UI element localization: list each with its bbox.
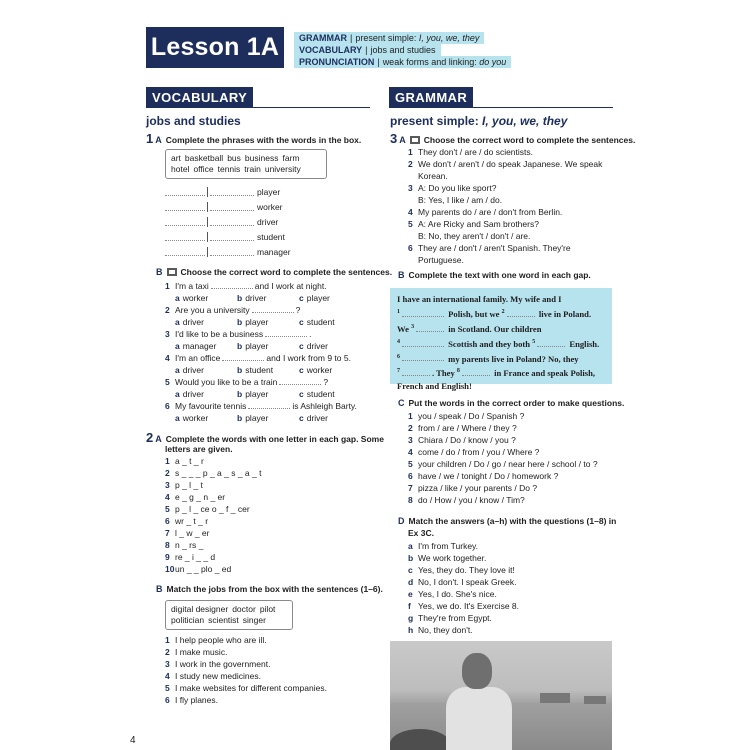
item-text: I fly planes. [175, 695, 218, 705]
sentence [175, 400, 357, 412]
divider [207, 202, 208, 212]
ex3d-list [408, 540, 519, 636]
options [165, 292, 361, 304]
list-item [408, 458, 598, 470]
list-item [408, 242, 602, 254]
option-c [299, 412, 361, 424]
ex2b-instruction: B Match the jobs from the box with the sentences (1–6). [156, 584, 383, 594]
sentence-end: and I work from 9 to 5. [266, 353, 351, 363]
item-text: A: Are Ricky and Sam brothers? [418, 219, 539, 229]
item-number: 3 [165, 480, 170, 490]
options [165, 316, 361, 328]
item-text: We don't / aren't / do speak Japanese. We speak [418, 159, 603, 169]
option-text: driver [306, 341, 328, 351]
phrase-row [165, 247, 291, 257]
sentence-start: I'm a taxi [175, 281, 209, 291]
list-item [165, 563, 261, 575]
list-item [408, 446, 598, 458]
item-text: A: Do you like sport? [418, 183, 497, 193]
option-b [237, 340, 299, 352]
list-item [408, 564, 519, 576]
item-text: from / are / Where / they ? [418, 423, 517, 433]
option-text: student [245, 365, 274, 375]
option-text: worker [182, 413, 209, 423]
item-text: Korean. [418, 171, 448, 181]
list-item [165, 479, 261, 491]
item-text: They're from Egypt. [418, 613, 492, 623]
sentence-start: Are you a university [175, 305, 250, 315]
option-a [175, 412, 237, 424]
item-number: 5 [408, 219, 413, 229]
item-text: We work together. [418, 553, 487, 563]
list-item [165, 280, 361, 292]
item-number [408, 254, 418, 266]
divider [207, 232, 208, 242]
item-number: 7 [408, 483, 413, 493]
item-number: 2 [408, 159, 413, 169]
list-item [165, 670, 327, 682]
option-text: worker [182, 293, 209, 303]
option-text: driver [182, 365, 204, 375]
option-c [299, 340, 361, 352]
divider [207, 217, 208, 227]
item-number: 6 [408, 243, 413, 253]
item-number: 6 [165, 401, 170, 411]
option-text: student [306, 317, 335, 327]
ex3c-list [408, 410, 598, 506]
item-number: 7 [165, 528, 170, 538]
item-number: 5 [408, 459, 413, 469]
option-letter: a [175, 293, 180, 303]
list-item [408, 206, 602, 218]
option-letter: a [175, 413, 180, 423]
option-b [237, 412, 299, 424]
box-word: digital designer [171, 604, 229, 614]
sentence-end: ? [295, 305, 301, 315]
ex3a-instruction: 3 A Choose the correct word to complete the sentences. [390, 131, 636, 146]
item-number: 2 [408, 423, 413, 433]
gap [222, 353, 264, 361]
list-item [408, 600, 519, 612]
list-item [165, 634, 327, 646]
phrase-row [165, 187, 280, 197]
item-text: Yes, they do. They love it! [418, 565, 515, 575]
item-number: 4 [165, 492, 170, 502]
grammar-heading: GRAMMAR [389, 87, 473, 107]
phrase-row [165, 232, 285, 242]
item-number: e [408, 589, 413, 599]
list-item [408, 494, 598, 506]
item-text: s _ _ _ p _ a _ s _ a _ t [175, 468, 262, 478]
box-word: politician [171, 615, 205, 625]
phrase-word: student [257, 232, 285, 242]
gap [211, 281, 253, 289]
sentence-end: ? [323, 377, 329, 387]
audio-icon [410, 136, 420, 144]
item-text: e _ g _ n _ er [175, 492, 226, 502]
option-text: player [306, 293, 330, 303]
item-text: have / we / tonight / Do / homework ? [418, 471, 559, 481]
phrase-word: manager [257, 247, 291, 257]
option-text: player [245, 341, 269, 351]
gap [248, 401, 290, 409]
item-text: No, they don't. [418, 625, 473, 635]
item-number: 3 [408, 183, 413, 193]
item-number: f [408, 601, 411, 611]
item-number: a [408, 541, 413, 551]
item-text: un _ _ plo _ ed [175, 564, 232, 574]
option-text: driver [306, 413, 328, 423]
audio-icon [167, 268, 177, 276]
item-text: p _ l _ t [175, 480, 203, 490]
page-number: 4 [130, 735, 136, 746]
box-word: basketball [184, 153, 224, 163]
sentence [175, 328, 311, 340]
option-b [237, 292, 299, 304]
option-letter: a [175, 389, 180, 399]
list-item [165, 658, 327, 670]
item-number: 1 [408, 411, 413, 421]
gap-text-box: I have an international family. My wife and I $^1$ Polish, but we $^2$ live in Poland. We $^3$ in Scotland. Our children $^4$ Scottish and they both $^5$ English. $^6$ my parents live in Poland? No, they $^7$ . They $^8$ in France and speak Polish, French and English! [390, 288, 612, 384]
phrase-word: worker [257, 202, 283, 212]
ex1a-instruction: 1 A Complete the phrases with the words in the box. [146, 131, 362, 146]
box-word: business [244, 153, 279, 163]
item-text: I study new medicines. [175, 671, 261, 681]
list-item [408, 146, 602, 158]
vocabulary-subtitle: jobs and studies [146, 114, 241, 128]
option-letter: b [237, 317, 243, 327]
option-b [237, 316, 299, 328]
list-item [165, 491, 261, 503]
item-text: Yes, I do. She's nice. [418, 589, 497, 599]
option-text: student [306, 389, 335, 399]
list-item [165, 694, 327, 706]
option-b [237, 388, 299, 400]
item-number: b [408, 553, 414, 563]
item-number: 1 [165, 281, 170, 291]
list-item [408, 158, 602, 170]
item-text: Yes, we do. It's Exercise 8. [418, 601, 519, 611]
ex2b-list [165, 634, 327, 706]
box-word: tennis [217, 164, 241, 174]
option-c [299, 364, 361, 376]
blank-line [210, 248, 254, 256]
option-letter: b [237, 341, 243, 351]
item-text: wr _ t _ r [175, 516, 209, 526]
option-text: player [245, 317, 269, 327]
item-number [408, 170, 418, 182]
item-number: 5 [165, 504, 170, 514]
box-word: scientist [208, 615, 239, 625]
option-b [237, 364, 299, 376]
item-number: 6 [165, 516, 170, 526]
box-word: farm [282, 153, 300, 163]
man-by-sea-photo [390, 641, 612, 750]
gap [252, 305, 294, 313]
vocabulary-rule [146, 107, 370, 108]
option-letter: c [299, 293, 304, 303]
phrase-row [165, 202, 283, 212]
item-number: 10 [165, 564, 175, 574]
sentence-end: . [309, 329, 312, 339]
blank-line [210, 218, 254, 226]
list-item [408, 230, 602, 242]
list-item [165, 304, 361, 316]
ex3d-instruction: D Match the answers (a–h) with the questions (1–8) in [398, 516, 617, 526]
item-text: My parents do / are / don't from Berlin. [418, 207, 563, 217]
list-item [165, 467, 261, 479]
item-text: a _ t _ r [175, 456, 204, 466]
item-number: 2 [165, 305, 170, 315]
option-letter: c [299, 341, 304, 351]
item-number: 4 [165, 671, 170, 681]
box-word: hotel [171, 164, 190, 174]
option-a [175, 364, 237, 376]
list-item [408, 612, 519, 624]
item-number: 3 [165, 329, 170, 339]
option-text: driver [182, 389, 204, 399]
gap [265, 329, 307, 337]
item-text: I make websites for different companies. [175, 683, 327, 693]
list-item [408, 410, 598, 422]
list-item [408, 552, 519, 564]
item-text: B: Yes, I like / am / do. [418, 195, 503, 205]
ex3a-list [408, 146, 602, 266]
lesson-title: Lesson 1A [146, 27, 284, 68]
blank-line [210, 203, 254, 211]
list-item [165, 551, 261, 563]
lesson-info [294, 28, 511, 67]
list-item [408, 254, 602, 266]
list-item [165, 328, 361, 340]
box-word: office [193, 164, 214, 174]
word-box-2 [165, 600, 293, 630]
item-text: B: No, they aren't / don't / are. [418, 231, 531, 241]
list-item [408, 624, 519, 636]
grammar-rule [389, 107, 613, 108]
ex1b-list [165, 280, 361, 424]
options [165, 412, 361, 424]
item-text: your children / Do / go / near here / school / to ? [418, 459, 598, 469]
info-grammar: GRAMMAR | present simple: I, you, we, they [294, 32, 484, 44]
info-vocabulary: VOCABULARY | jobs and studies [294, 44, 441, 56]
blank-line [165, 188, 205, 196]
sentence-end: is Ashleigh Barty. [292, 401, 357, 411]
sentence-start: Would you like to be a train [175, 377, 278, 387]
options [165, 364, 361, 376]
option-letter: a [175, 341, 180, 351]
box-word: pilot [259, 604, 276, 614]
item-text: re _ i _ _ d [175, 552, 216, 562]
option-letter: b [237, 413, 243, 423]
divider [207, 247, 208, 257]
list-item [408, 170, 602, 182]
list-item [408, 218, 602, 230]
option-letter: a [175, 365, 180, 375]
list-item [165, 682, 327, 694]
option-a [175, 316, 237, 328]
item-number: 8 [408, 495, 413, 505]
option-letter: b [237, 389, 243, 399]
item-number: 5 [165, 683, 170, 693]
options [165, 388, 361, 400]
item-number: 2 [165, 468, 170, 478]
item-number: 2 [165, 647, 170, 657]
item-text: Chiara / Do / know / you ? [418, 435, 516, 445]
list-item [165, 455, 261, 467]
option-text: driver [245, 293, 267, 303]
blank-line [210, 233, 254, 241]
list-item [408, 182, 602, 194]
ex2a-instruction-cont: letters are given. [165, 444, 233, 454]
item-text: No, I don't. I speak Greek. [418, 577, 517, 587]
info-pronunciation: PRONUNCIATION | weak forms and linking: do you [294, 56, 511, 68]
item-text: l _ w _ er [175, 528, 210, 538]
item-number: 1 [165, 635, 170, 645]
item-number: 6 [408, 471, 413, 481]
ex1b-instruction: B Choose the correct word to complete the sentences. [156, 267, 393, 277]
item-number: 1 [165, 456, 170, 466]
list-item [165, 527, 261, 539]
item-number: 4 [165, 353, 170, 363]
ex2a-instruction: 2 A Complete the words with one letter in each gap. Some [146, 430, 384, 445]
item-text: I make music. [175, 647, 228, 657]
item-text: you / speak / Do / Spanish ? [418, 411, 525, 421]
option-a [175, 388, 237, 400]
item-number: c [408, 565, 413, 575]
divider [207, 187, 208, 197]
gap [279, 377, 321, 385]
option-a [175, 292, 237, 304]
box-word: art [171, 153, 181, 163]
sentence [175, 376, 328, 388]
item-text: They don't / are / do scientists. [418, 147, 534, 157]
sentence [175, 352, 351, 364]
sentence-start: I'd like to be a business [175, 329, 264, 339]
item-number: 3 [408, 435, 413, 445]
item-number [408, 230, 418, 242]
phrase-word: driver [257, 217, 279, 227]
option-letter: c [299, 389, 304, 399]
blank-line [165, 233, 205, 241]
options [165, 340, 361, 352]
item-number: 8 [165, 540, 170, 550]
word-box-1 [165, 149, 327, 179]
list-item [408, 470, 598, 482]
item-number: g [408, 613, 414, 623]
item-number: 4 [408, 447, 413, 457]
option-letter: c [299, 413, 304, 423]
option-text: driver [182, 317, 204, 327]
item-number: 1 [408, 147, 413, 157]
phrase-word: player [257, 187, 281, 197]
sentence [175, 304, 300, 316]
item-text: do / How / you / know / Tim? [418, 495, 525, 505]
sentence [175, 280, 327, 292]
blank-line [165, 203, 205, 211]
item-text: I work in the government. [175, 659, 271, 669]
option-letter: c [299, 365, 304, 375]
phrase-row [165, 217, 278, 227]
list-item [408, 194, 602, 206]
list-item [408, 434, 598, 446]
item-number: h [408, 625, 414, 635]
box-word: singer [242, 615, 266, 625]
option-letter: a [175, 317, 180, 327]
option-text: player [245, 389, 269, 399]
item-number: 5 [165, 377, 170, 387]
list-item [408, 588, 519, 600]
item-number: 9 [165, 552, 170, 562]
item-number: 4 [408, 207, 413, 217]
blank-line [165, 218, 205, 226]
sentence-start: I'm an office [175, 353, 221, 363]
item-number [408, 194, 418, 206]
option-c [299, 388, 361, 400]
ex3b-instruction: B Complete the text with one word in each gap. [398, 270, 591, 280]
list-item [408, 540, 519, 552]
item-text: pizza / like / your parents / Do ? [418, 483, 538, 493]
box-word: doctor [232, 604, 256, 614]
box-word: train [244, 164, 261, 174]
item-number: d [408, 577, 414, 587]
box-word: university [264, 164, 301, 174]
option-text: manager [182, 341, 217, 351]
sentence-end: and I work at night. [254, 281, 327, 291]
item-text: I help people who are ill. [175, 635, 267, 645]
list-item [408, 482, 598, 494]
option-text: worker [306, 365, 333, 375]
option-a [175, 340, 237, 352]
item-text: p _ l _ ce o _ f _ cer [175, 504, 250, 514]
ex2a-list [165, 455, 261, 575]
list-item [165, 539, 261, 551]
vocabulary-heading: VOCABULARY [146, 87, 253, 107]
item-text: They are / don't / aren't Spanish. They're [418, 243, 571, 253]
option-letter: c [299, 317, 304, 327]
option-text: player [245, 413, 269, 423]
list-item [165, 352, 361, 364]
list-item [165, 503, 261, 515]
option-letter: b [237, 365, 243, 375]
grammar-subtitle: present simple: I, you, we, they [390, 114, 568, 128]
blank-line [210, 188, 254, 196]
list-item [408, 422, 598, 434]
ex3c-instruction: C Put the words in the correct order to make questions. [398, 398, 625, 408]
ex3d-instruction-cont: Ex 3C. [408, 528, 434, 538]
item-text: n _ rs _ [175, 540, 204, 550]
list-item [165, 646, 327, 658]
list-item [165, 400, 361, 412]
option-letter: b [237, 293, 243, 303]
item-number: 6 [165, 695, 170, 705]
list-item [165, 515, 261, 527]
option-c [299, 292, 361, 304]
option-c [299, 316, 361, 328]
list-item [165, 376, 361, 388]
sentence-start: My favourite tennis [175, 401, 247, 411]
box-word: bus [227, 153, 241, 163]
item-number: 3 [165, 659, 170, 669]
blank-line [165, 248, 205, 256]
item-text: come / do / from / you / Where ? [418, 447, 540, 457]
item-text: Portuguese. [418, 255, 464, 265]
list-item [408, 576, 519, 588]
item-text: I'm from Turkey. [418, 541, 479, 551]
